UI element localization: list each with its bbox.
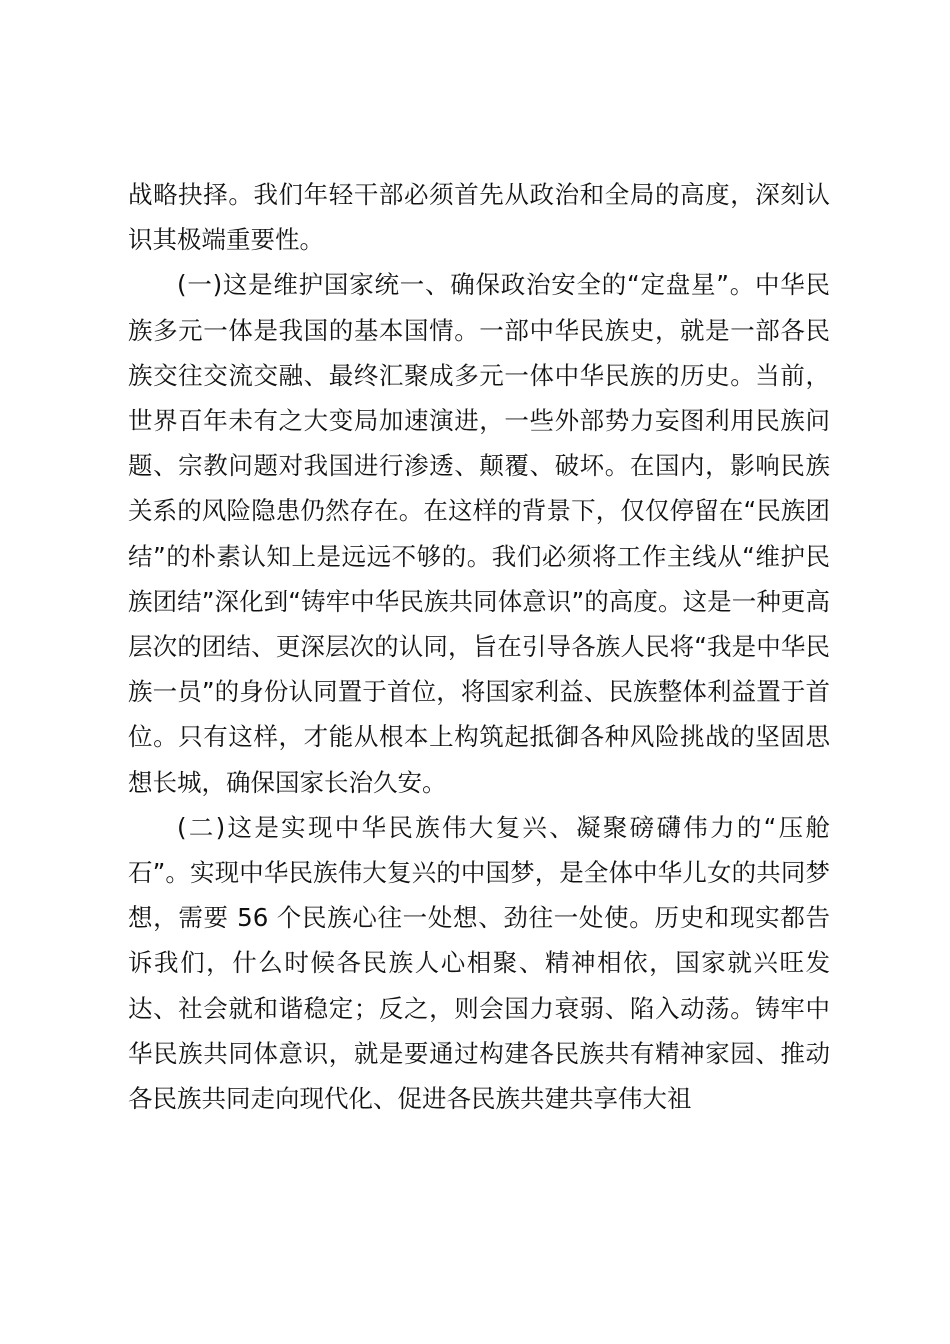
document-body: [128, 172, 830, 1121]
paragraph-continuation: 战略抉择。我们年轻干部必须首先从政治和全局的高度，深刻认识其极端重要性。: [128, 180, 830, 255]
paragraph-section-two: (二)这是实现中华民族伟大复兴、凝聚磅礴伟力的“压舱石”。实现中华民族伟大复兴的中国梦，是全体中华儿女的共同梦想，需要 56 个民族心往一处想、劲往一处使。历史和现实都告诉我们，什么时候各民族人心相聚、精神相依，国家就兴旺发达、社会就和谐稳定；反之，则会国力衰弱、陷入动荡。铸牢中华民族共同体意识，就是要通过构建各民族共有精神家园、推动各民族共同走向现代化、促进各民族共建共享伟大祖: [128, 812, 830, 1114]
paragraph-section-one: (一)这是维护国家统一、确保政治安全的“定盘星”。中华民族多元一体是我国的基本国情。一部中华民族史，就是一部各民族交往交流交融、最终汇聚成多元一体中华民族的历史。当前，世界百年未有之大变局加速演进，一些外部势力妄图利用民族问题、宗教问题对我国进行渗透、颠覆、破坏。在国内，影响民族关系的风险隐患仍然存在。在这样的背景下，仅仅停留在“民族团结”的朴素认知上是远远不够的。我们必须将工作主线从“维护民族团结”深化到“铸牢中华民族共同体意识”的高度。这是一种更高层次的团结、更深层次的认同，旨在引导各族人民将“我是中华民族一员”的身份认同置于首位，将国家利益、民族整体利益置于首位。只有这样，才能从根本上构筑起抵御各种风险挑战的坚固思想长城，确保国家长治久安。: [128, 270, 830, 797]
